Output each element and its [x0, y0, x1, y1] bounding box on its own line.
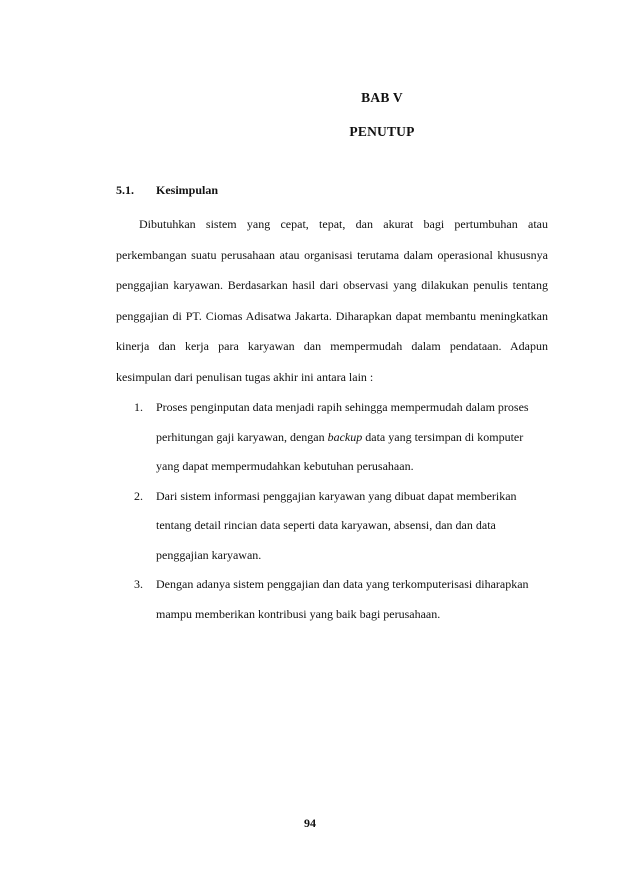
page-number: 94 [304, 816, 316, 830]
list-item [134, 570, 548, 629]
section-title: Kesimpulan [156, 183, 219, 197]
list-item [134, 482, 548, 571]
conclusion-list [134, 393, 548, 629]
section-heading [116, 183, 218, 198]
list-item-number: 3. [134, 577, 143, 591]
list-item-text: Proses penginputan data menjadi rapih sehingga mempermudah dalam proses perhitungan gaji karyawan, dengan backup data yang tersimpan di komputer yang dapat mempermudahkan kebutuhan perusahaan. [156, 400, 529, 473]
section-number: 5.1. [116, 183, 134, 197]
list-item-text: Dengan adanya sistem penggajian dan data yang terkomputerisasi diharapkan mampu memberikan kontribusi yang baik bagi perusahaan. [156, 577, 529, 621]
list-item [134, 393, 548, 482]
chapter-heading: BAB V [361, 90, 403, 105]
list-item-text: Dari sistem informasi penggajian karyawan yang dibuat dapat memberikan tentang detail rincian data seperti data karyawan, absensi, dan dan data penggajian karyawan. [156, 488, 517, 562]
list-item-number: 2. [134, 488, 143, 503]
list-item-number: 1. [134, 400, 143, 414]
paragraph-text: Dibutuhkan sistem yang cepat, tepat, dan akurat bagi pertumbuhan atau perkembangan suatu perusahaan atau organisasi terutama dalam operasional khususnya penggajian karyawan. Berdasarkan hasil dari observasi yang dilakukan penulis tentang penggajian di PT. Ciomas Adisatwa Jakarta. Diharapkan dapat membantu meningkatkan kinerja dan kerja para karyawan dan mempermudah dalam pendataan. Adapun kesimpulan dari penulisan tugas akhir ini antara lain : [116, 217, 548, 384]
italic-term: backup [327, 429, 363, 444]
chapter-title: PENUTUP [349, 124, 415, 139]
body-paragraph [116, 209, 548, 393]
